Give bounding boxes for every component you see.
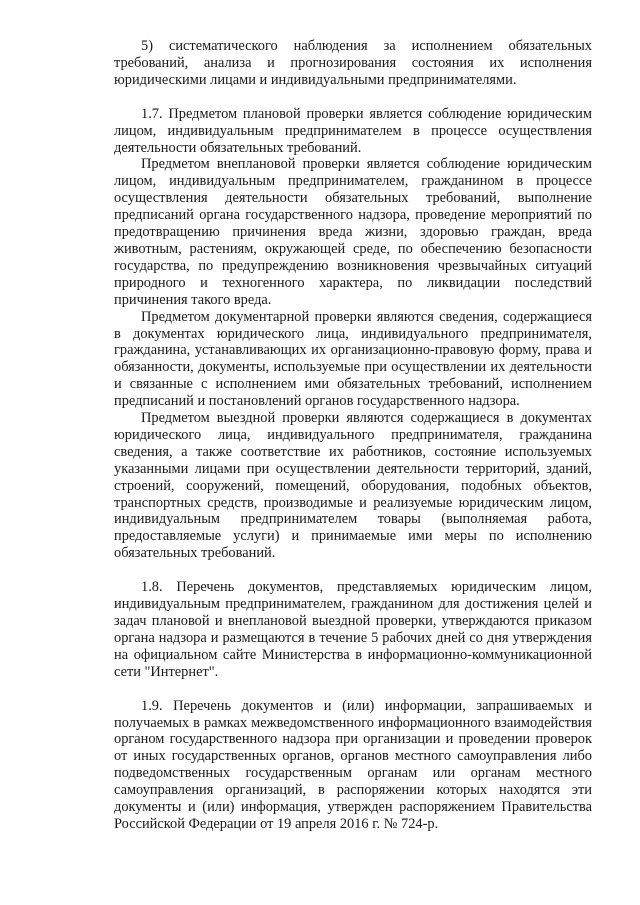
paragraph-1-9-interagency-documents: 1.9. Перечень документов и (или) информации, запрашиваемых и получаемых в рамках межведомственного информационного взаимодействия органом государственного надзора при организации и проведении проверок от иных государственных органов, органов местного самоуправления либо подведомственных государственным органам или органам местного самоуправления организаций, в распоряжении которых находятся эти документы и (или) информация, утвержден распоряжением Правительства Российской Федерации от 19 апреля 2016 г. № 724-р. [114,697,592,832]
paragraph-1-7-scheduled-inspection: 1.7. Предметом плановой проверки является соблюдение юридическим лицом, индивидуальным предпринимателем в процессе осуществления деятельности обязательных требований. [114,105,592,156]
paragraph-1-8-document-list: 1.8. Перечень документов, представляемых юридическим лицом, индивидуальным предпринимателем, гражданином для достижения целей и задач плановой и внеплановой выездной проверки, утверждаются приказом органа надзора и размещаются в течение 5 рабочих дней со дня утверждения на официальном сайте Министерства в информационно-коммуникационной сети "Интернет". [114,579,592,680]
document-body [114,38,592,833]
paragraph-unscheduled-inspection: Предметом внеплановой проверки является соблюдение юридическим лицом, индивидуальным предпринимателем, гражданином в процессе осуществления деятельности обязательных требований, выполнение предписаний органа государственного надзора, проведение мероприятий по предотвращению причинения вреда жизни, здоровью граждан, вреда животным, растениям, окружающей среде, по обеспечению безопасности государства, по предупреждению возникновения чрезвычайных ситуаций природного и техногенного характера, по ликвидации последствий причинения такого вреда. [114,156,592,308]
paragraph-field-inspection: Предметом выездной проверки являются содержащиеся в документах юридического лица, индивидуального предпринимателя, гражданина сведения, а также соответствие их работников, состояние используемых указанными лицами при осуществлении деятельности территорий, зданий, строений, сооружений, помещений, оборудования, подобных объектов, транспортных средств, производимые и реализуемые юридическим лицом, индивидуальным предпринимателем товары (выполняемая работа, предоставляемые услуги) и принимаемые ими меры по исполнению обязательных требований. [114,410,592,562]
paragraph-item-5: 5) систематического наблюдения за исполнением обязательных требований, анализа и прогнозирования состояния их исполнения юридическими лицами и индивидуальными предпринимателями. [114,38,592,88]
paragraph-documentary-inspection: Предметом документарной проверки являются сведения, содержащиеся в документах юридического лица, индивидуального предпринимателя, гражданина, устанавливающих их организационно-правовую форму, права и обязанности, документы, используемые при осуществлении их деятельности и связанные с исполнением ими обязательных требований, исполнением предписаний и постановлений органов государственного надзора. [114,308,592,410]
